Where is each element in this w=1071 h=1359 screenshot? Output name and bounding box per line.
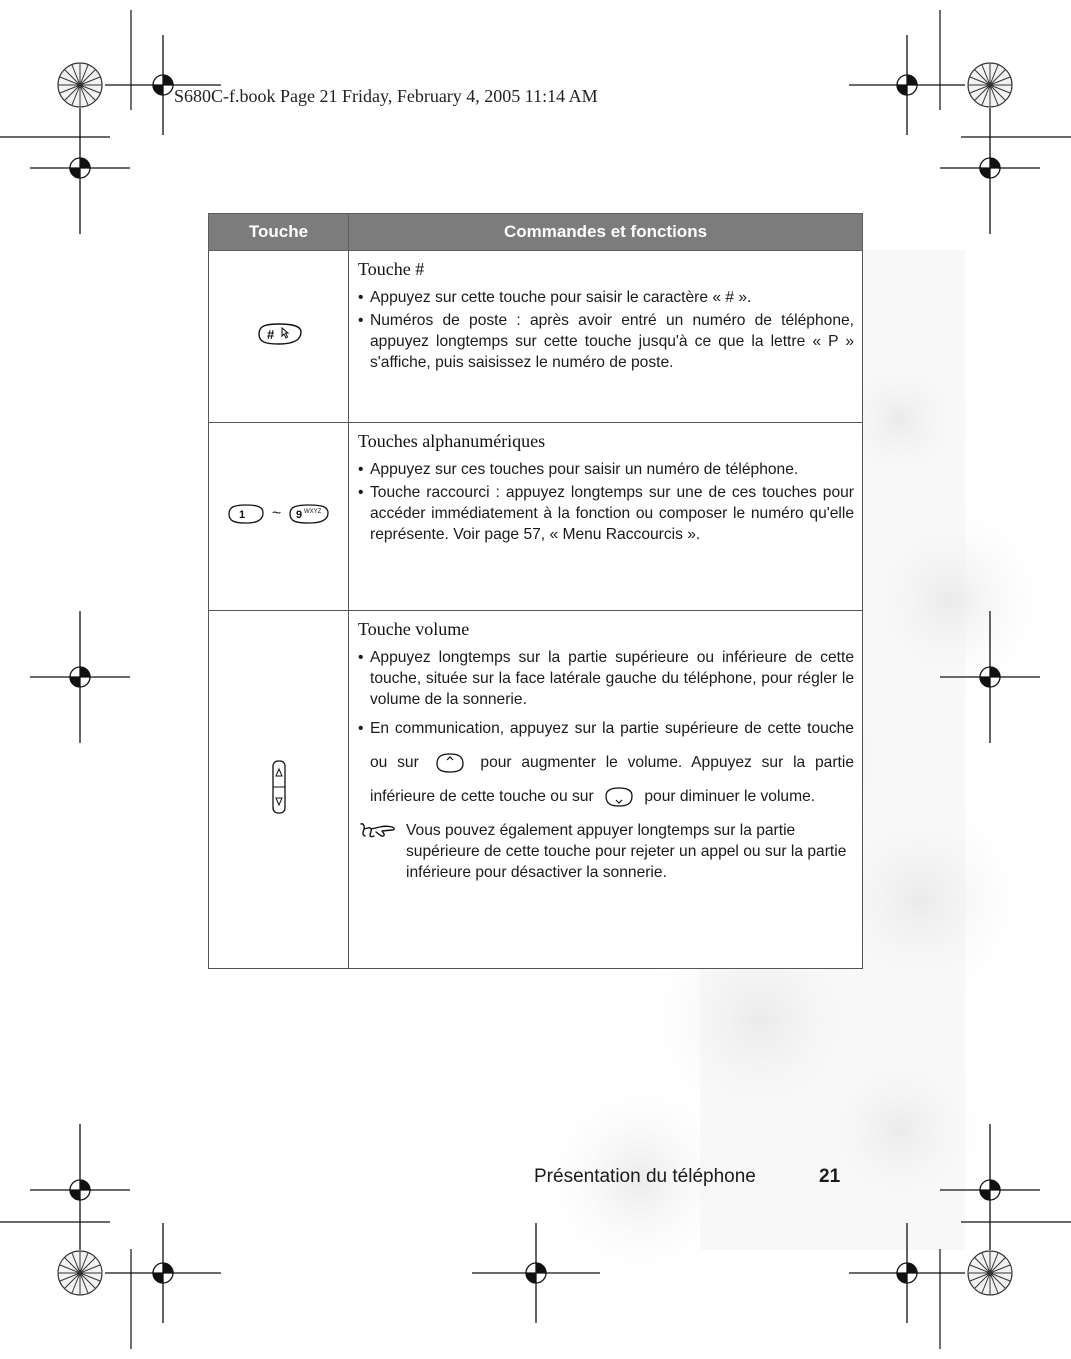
pointing-hand-icon (358, 820, 398, 840)
bullet-text: • Touche raccourci : appuyez longtemps sur une de ces touches pour accéder immédiatement à la fonction ou composer le numéro qu'elle représente. Voir page 57, « Menu Raccourcis ». (358, 482, 854, 545)
bullet-text-part: En communication, appuyez sur la partie supérieure de (370, 720, 762, 737)
note-block (358, 820, 854, 883)
page-number: 21 (819, 1166, 841, 1187)
number-keys-icon (226, 503, 331, 525)
print-header: S680C-f.book Page 21 Friday, February 4, 2005 11:14 AM (174, 86, 598, 106)
table-row (209, 611, 863, 969)
key-functions-table (208, 213, 863, 969)
bullet-text (358, 712, 854, 814)
bullet-text: • Appuyez sur ces touches pour saisir un numéro de téléphone. (358, 459, 854, 480)
column-header-key: Touche (209, 214, 349, 251)
key-last-label: 9 (296, 509, 303, 521)
key-cell (209, 251, 349, 423)
key-range-separator: ~ (271, 505, 282, 522)
key-cell (209, 423, 349, 611)
bullet-text: • Appuyez sur cette touche pour saisir le caractère « # ». (358, 287, 854, 308)
note-text: Vous pouvez également appuyer longtemps sur la partie supérieure de cette touche pour rejeter un appel ou sur la partie inférieure pour désactiver la sonnerie. (406, 822, 847, 881)
volume-key-icon (270, 759, 288, 815)
key-1-icon (226, 503, 266, 525)
bullet-text-part: cette touche ou sur (370, 720, 854, 771)
key-first-label: 1 (238, 509, 245, 521)
description-cell (349, 611, 863, 969)
bullet-text-part: pour augmenter le volume. Appuyez sur la partie inférieure de cette touche ou sur (370, 754, 854, 805)
table-row (209, 423, 863, 611)
row-title: Touche volume (358, 619, 470, 639)
row-title: Touches alphanumériques (358, 431, 546, 451)
key-cell (209, 611, 349, 969)
description-cell (349, 423, 863, 611)
down-key-icon (604, 786, 634, 808)
column-header-commands: Commandes et fonctions (349, 214, 863, 251)
key-9-icon (287, 503, 331, 525)
footer-section-title: Présentation du téléphone (534, 1166, 756, 1187)
bullet-text: • Numéros de poste : après avoir entré un numéro de téléphone, appuyez longtemps sur cette touche jusqu'à ce que la lettre « P » s'affiche, puis saisissez le numéro de poste. (358, 310, 854, 373)
up-key-icon (435, 752, 465, 774)
bullet-text: • Appuyez longtemps sur la partie supérieure ou inférieure de cette touche, située sur la face latérale gauche du téléphone, pour régler le volume de la sonnerie. (358, 647, 854, 710)
key-last-sub: WXYZ (304, 509, 322, 515)
hash-key-icon (255, 322, 303, 346)
svg-text:#: # (266, 327, 274, 342)
bullet-text-part: pour diminuer le volume. (644, 788, 816, 805)
description-cell (349, 251, 863, 423)
row-title: Touche # (358, 259, 425, 279)
table-row (209, 251, 863, 423)
